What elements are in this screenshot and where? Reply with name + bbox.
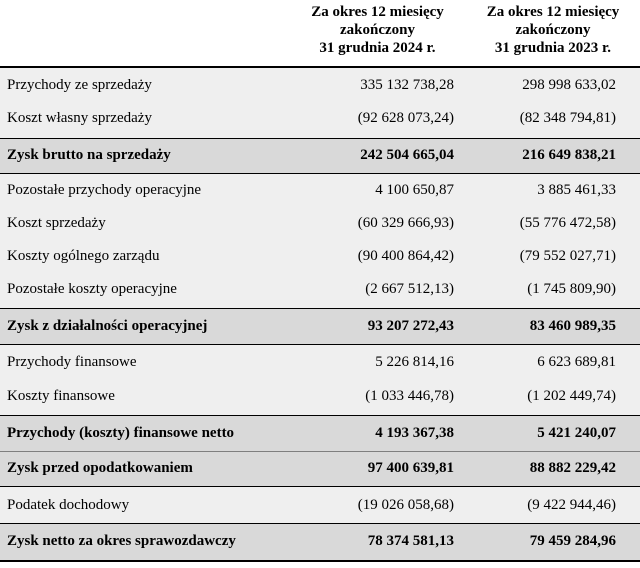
table-row [0,273,640,308]
table-row-total [0,524,640,560]
table-row [0,487,640,523]
table-row-total [0,452,640,486]
table-row [0,68,640,103]
value-2023: (9 422 944,46) [527,497,616,513]
column-header-line: Za okres 12 miesięcy [486,4,620,20]
value-2023: (1 745 809,90) [527,281,616,297]
table-row [0,345,640,380]
table-row-total [0,139,640,173]
row-label: Koszt sprzedaży [7,215,106,231]
value-2023: (1 202 449,74) [527,388,616,404]
value-2023: (82 348 794,81) [519,110,616,126]
value-2024: 93 207 272,43 [367,318,454,334]
value-2024: 4 193 367,38 [375,425,454,441]
row-label: Zysk z działalności operacyjnej [7,318,208,334]
value-2023: 216 649 838,21 [522,147,616,163]
table-row [0,174,640,207]
value-2023: 83 460 989,35 [529,318,616,334]
value-2024: 4 100 650,87 [375,182,454,198]
row-label: Zysk brutto na sprzedaży [7,147,171,163]
column-header-line: zakończony [515,22,591,38]
value-2023: 3 885 461,33 [537,182,616,198]
value-2024: (2 667 512,13) [365,281,454,297]
value-2024: 78 374 581,13 [367,533,454,549]
row-label: Pozostałe koszty operacyjne [7,281,177,297]
column-header-2023 [466,3,640,69]
row-label: Przychody ze sprzedaży [7,77,152,93]
table-rule [0,560,640,562]
row-label: Zysk netto za okres sprawozdawczy [7,533,236,549]
table-row [0,207,640,240]
row-label: Podatek dochodowy [7,497,130,513]
table-row [0,380,640,415]
table-row-total [0,309,640,344]
value-2023: 88 882 229,42 [529,460,616,476]
column-header-2024 [290,3,465,69]
value-2024: (1 033 446,78) [365,388,454,404]
column-header-line: 31 grudnia 2023 r. [494,40,612,56]
value-2023: (55 776 472,58) [519,215,616,231]
value-2024: (19 026 058,68) [357,497,454,513]
value-2024: (60 329 666,93) [357,215,454,231]
row-label: Zysk przed opodatkowaniem [7,460,193,476]
column-header-line: 31 grudnia 2024 r. [319,40,436,56]
table-row [0,240,640,273]
value-2024: (92 628 073,24) [357,110,454,126]
value-2024: 97 400 639,81 [367,460,454,476]
value-2023: (79 552 027,71) [519,248,616,264]
value-2023: 298 998 633,02 [522,77,616,93]
row-label: Koszty ogólnego zarządu [7,248,160,264]
value-2023: 6 623 689,81 [537,354,616,370]
column-header-line: Za okres 12 miesięcy [311,4,444,20]
value-2024: 335 132 738,28 [360,77,454,93]
table-row-total [0,416,640,451]
row-label: Przychody (koszty) finansowe netto [7,425,235,441]
row-label: Koszt własny sprzedaży [7,110,152,126]
row-label: Przychody finansowe [7,354,137,370]
table-row [0,103,640,138]
row-label: Pozostałe przychody operacyjne [7,182,202,198]
value-2024: (90 400 864,42) [357,248,454,264]
value-2024: 242 504 665,04 [360,147,454,163]
row-label: Koszty finansowe [7,388,115,404]
value-2024: 5 226 814,16 [375,354,454,370]
value-2023: 5 421 240,07 [537,425,616,441]
column-header-line: zakończony [340,22,415,38]
value-2023: 79 459 284,96 [529,533,616,549]
